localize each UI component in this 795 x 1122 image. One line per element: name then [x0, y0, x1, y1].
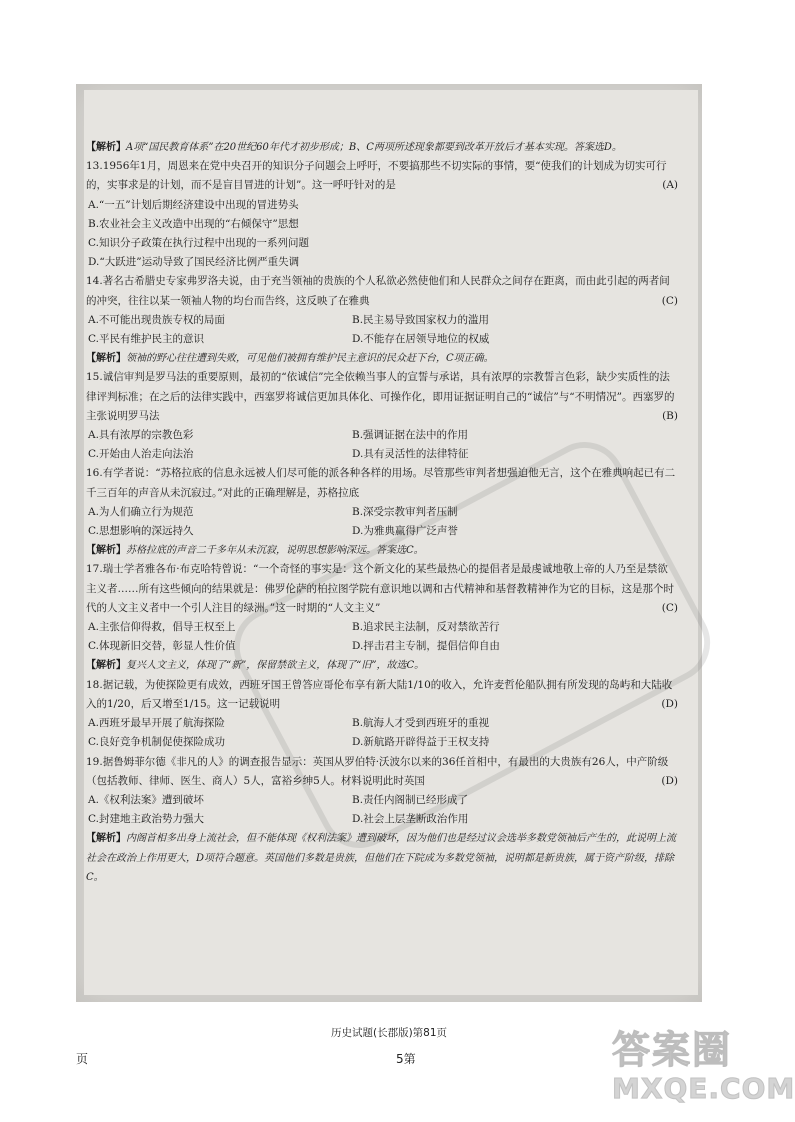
question-stem: [86, 464, 678, 502]
answer-option: C.体现新旧交替，彰显人性价值: [88, 640, 236, 653]
analysis-text: 复兴人文主义，体现了“新”，保留禁欲主义，体现了“旧”，故选C。: [126, 660, 425, 672]
option-list: [86, 618, 678, 656]
question-text: 13.1956年1月，周恩来在党中央召开的知识分子问题会上呼吁，不要搞那些不切实际的事情，要“使我们的计划成为切实可行的，实事求是的计划，而不是盲目冒进的计划”。这一呼吁针对的是: [86, 160, 667, 192]
question-stem: [86, 676, 678, 714]
answer-option: A.西班牙最早开展了航海探险: [88, 717, 225, 730]
analysis-label: 【解析】: [86, 545, 126, 557]
answer-option: A.《权利法案》遭到破坏: [88, 793, 204, 806]
answer-option: D.具有灵活性的法律特征: [352, 448, 469, 461]
answer-option: B.农业社会主义改造中出现的“右倾保守”思想: [88, 217, 299, 230]
logo-url-text: MXQE.COM: [612, 1072, 795, 1105]
question-text: 18.据记载，为使探险更有成效，西班牙国王曾答应哥伦布享有新大陆1/10的收入，允许麦哲伦船队拥有所发现的岛屿和大陆收入的1/20，后又增至1/15。这一记载说明: [86, 678, 673, 710]
question-stem: [86, 272, 678, 310]
question-answer: (D): [661, 697, 678, 710]
question-stem: [86, 368, 678, 426]
analysis-paragraph: [86, 829, 678, 887]
question-answer: (C): [661, 601, 678, 614]
answer-option: B.深受宗教审判者压制: [352, 505, 458, 518]
analysis-text: A项“国民教育体系”在20世纪60年代才初步形成；B、C两项所述现象都要到改革开放后才基本实现。答案选D。: [126, 142, 622, 153]
answer-option: A.为人们确立行为规范: [88, 505, 194, 518]
option-list: [86, 791, 678, 829]
analysis-paragraph: [86, 138, 678, 157]
answer-option: A.具有浓厚的宗教色彩: [88, 429, 194, 442]
analysis-paragraph: [86, 349, 678, 368]
question-text: 16.有学者说：“苏格拉底的信息永远被人们尽可能的派各种各样的用场。尽管那些审判者想强迫他无言，这个在雅典响起已有二千三百年的声音从未沉寂过。”对此的正确理解是，苏格拉底: [86, 467, 676, 499]
analysis-label: 【解析】: [86, 833, 126, 845]
analysis-text: 苏格拉底的声音二千多年从未沉寂，说明思想影响深远。答案选C。: [126, 545, 424, 557]
analysis-label: 【解析】: [86, 353, 126, 365]
answer-option: C.知识分子政策在执行过程中出现的一系列问题: [88, 237, 309, 250]
answer-option: B.强调证据在法中的作用: [352, 429, 469, 442]
answer-option: C.良好竞争机制促使探险成功: [88, 736, 225, 749]
answer-option: D.“大跃进”运动导致了国民经济比例严重失调: [88, 256, 300, 269]
answer-option: C.开始由人治走向法治: [88, 448, 194, 461]
answer-option: C.封建地主政治势力强大: [88, 813, 204, 826]
logo-chinese-text: 答案圈: [612, 1028, 733, 1072]
question-stem: [86, 753, 678, 791]
option-list: [86, 426, 678, 464]
option-list: [86, 714, 678, 752]
bottom-center-text: 5第: [396, 1052, 416, 1066]
analysis-label: 【解析】: [86, 660, 126, 672]
answer-option: D.抨击君主专制，提倡信仰自由: [352, 640, 500, 653]
answer-option: A.主张信仰得救，倡导王权至上: [88, 621, 236, 634]
analysis-text: 领袖的野心往往遭到失败，可见他们被拥有维护民主意识的民众赶下台，C项正确。: [126, 353, 494, 365]
answer-option: D.不能存在居领导地位的权威: [352, 333, 490, 346]
analysis-text: 内阁首相多出身上流社会，但不能体现《权利法案》遭到破坏，因为他们也是经过议会选举多数党领袖后产生的，此说明上流社会在政治上作用更大，D项符合题意。英国他们多数是贵族，但他们在下院成为多数党领袖，说明都是新贵族，属于资产阶级，排除C。: [86, 833, 676, 883]
question-text: 14.著名古希腊史专家弗罗洛夫说，由于充当领袖的贵族的个人私欲必然使他们和人民群众之间存在距离，而由此引起的两者间的冲突，往往以某一领袖人物的均台而告终，这反映了在雅典: [86, 275, 670, 307]
question-answer: (B): [662, 409, 678, 422]
question-text: 17.瑞士学者雅各布·布克哈特曾说：“一个奇怪的事实是：这个新文化的某些最热心的提倡者是最虔诚地敬上帝的人乃至是禁欲主义者……所有这些倾向的结果就是：佛罗伦萨的柏拉图学院有意识地以调和古代精神和基督教精神作为它的目标，这是那个时代的人文主义者中一个引人注目的绿洲。”这一时期的“人文主义”: [86, 563, 674, 614]
answer-option: C.平民有维护民主的意识: [88, 333, 204, 346]
answer-option: A.“一五”计划后期经济建设中出现的冒进势头: [88, 198, 299, 211]
analysis-paragraph: [86, 541, 678, 560]
answer-option: D.为雅典赢得广泛声誉: [352, 525, 458, 538]
question-text: 15.诚信审判是罗马法的重要原则，最初的“依诚信”完全依赖当事人的宣誓与承诺，具有浓厚的宗教誓言色彩，缺少实质性的法律评判标准；在之后的法律实践中，西塞罗将诚信更加具体化、可操作化，即用证据证明自己的“诚信”与“不明情况”。西塞罗的主张说明罗马法: [86, 371, 675, 422]
answer-option: D.社会上层垄断政治作用: [352, 813, 469, 826]
answer-option: A.不可能出现贵族专权的局面: [88, 313, 225, 326]
answer-option: B.民主易导致国家权力的滥用: [352, 313, 490, 326]
answer-option: B.航海人才受到西班牙的重视: [352, 717, 490, 730]
answer-option: D.新航路开辟得益于王权支持: [352, 736, 490, 749]
analysis-paragraph: [86, 656, 678, 675]
answer-option: B.责任内阁制已经形成了: [352, 793, 469, 806]
site-logo: [612, 1028, 795, 1118]
answer-option: B.追求民主法制，反对禁欲苦行: [352, 621, 500, 634]
analysis-label: 【解析】: [86, 142, 126, 153]
bottom-left-text: 页: [76, 1052, 89, 1066]
question-stem: [86, 560, 678, 618]
question-answer: (D): [661, 774, 678, 787]
question-stem: [86, 157, 678, 195]
option-list: [86, 503, 678, 541]
question-text: 19.据鲁姆菲尔德《非凡的人》的调查报告显示：英国从罗伯特·沃波尔以来的36任首相中，有最出的大贵族有26人，中产阶级（包括教师、律师、医生、商人）5人，富裕乡绅5人。材料说明此时英国: [86, 755, 669, 787]
document-body: [86, 138, 678, 887]
option-list: [86, 196, 678, 273]
question-answer: (A): [662, 179, 678, 192]
page-footer: 历史试题(长郡版)第81页: [330, 1027, 448, 1039]
answer-option: C.思想影响的深远持久: [88, 525, 194, 538]
option-list: [86, 311, 678, 349]
question-answer: (C): [661, 294, 678, 307]
